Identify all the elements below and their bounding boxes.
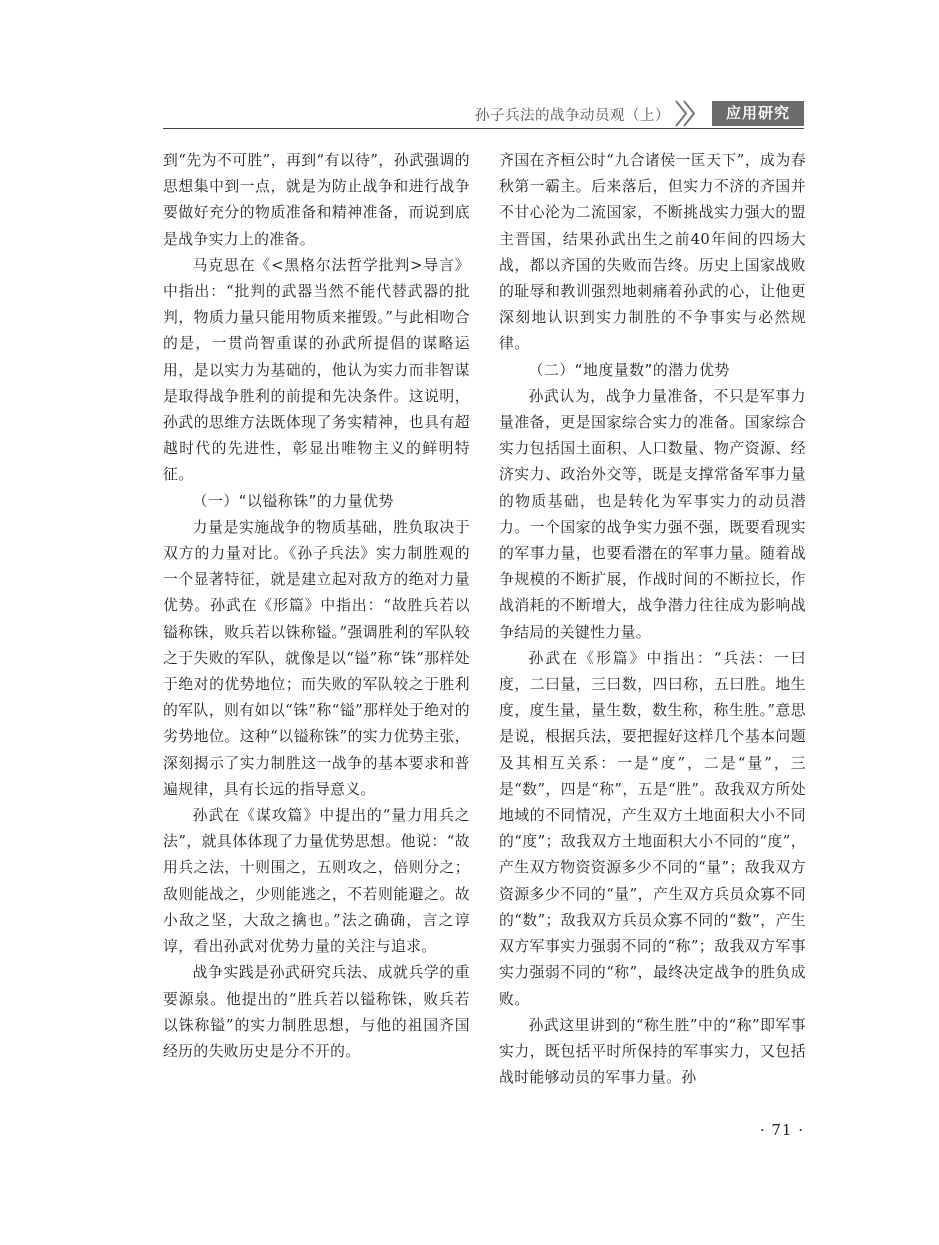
body-paragraph: 齐国在齐桓公时“九合诸侯一匡天下”，成为春秋第一霸主。后来落后，但实力不济的齐国并不甘心沦为二流国家，不断挑战实力强大的盟主晋国，结果孙武出生之前40年间的四场大战，都以齐国的失败而告终。历史上国家战败的耻辱和教训强烈地刺痛着孙武的心，让他更深刻地认识到实力制胜的不争事实与必然规律。 <box>499 152 806 353</box>
body-paragraph: 孙武这里讲到的“称生胜”中的“称”即军事实力，既包括平时所保持的军事实力，又包括战时能够动员的军事力量。孙 <box>499 1016 806 1087</box>
body-paragraph: 到“先为不可胜”，再到“有以待”，孙武强调的思想集中到一点，就是为防止战争和进行战争要做好充分的物质准备和精神准备，而说到底是战争实力上的准备。 <box>163 152 470 248</box>
section-label: 应用研究 <box>712 101 804 126</box>
body-paragraph: 孙武认为，战争力量准备，不只是军事力量准备，更是国家综合实力的准备。国家综合实力包括国土面积、人口数量、物产资源、经济实力、政治外交等，既是支撑常备军事力量的物质基础，也是转化为军事实力的动员潜力。一个国家的战争实力强不强，既要看现实的军事力量，也要看潜在的军事力量。随着战争规模的不断扩展，作战时间的不断拉长，作战消耗的不断增大，战争潜力往往成为影响战争结局的关键性力量。 <box>499 387 806 641</box>
section-subheading: （一）“以镒称铢”的力量优势 <box>192 492 394 510</box>
body-paragraph: 战争实践是孙武研究兵法、成就兵学的重要源泉。他提出的“胜兵若以镒称铢，败兵若以铢称镒”的实力制胜思想，与他的祖国齐国经历的失败历史是分不开的。 <box>163 964 470 1060</box>
chevron-right-icon <box>673 98 703 129</box>
body-paragraph: 孙武在《形篇》中指出：“兵法：一曰度，二曰量，三曰数，四曰称，五曰胜。地生度，度生量，量生数，数生称，称生胜。”意思是说，根据兵法，要把握好这样几个基本问题及其相互关系：一是“度”，二是“量”，三是“数”，四是“称”，五是“胜”。敌我双方所处地域的不同情况，产生双方土地面积大小不同的“度”；敌我双方土地面积大小不同的“度”，产生双方物资资源多少不同的“量”；敌我双方资源多少不同的“量”，产生双方兵员众寡不同的“数”；敌我双方兵员众寡不同的“数”，产生双方军事实力强弱不同的“称”；敌我双方军事实力强弱不同的“称”，最终决定战争的胜负成败。 <box>499 649 806 1008</box>
body-paragraph: 孙武在《谋攻篇》中提出的“量力用兵之法”，就具体体现了力量优势思想。他说：“故用兵之法，十则围之，五则攻之，倍则分之；敌则能战之，少则能逃之，不若则能避之。故小敌之坚，大敌之擒也。”法之确确，言之谆谆，看出孙武对优势力量的关注与追求。 <box>163 807 470 956</box>
body-paragraph: 力量是实施战争的物质基础，胜负取决于双方的力量对比。《孙子兵法》实力制胜观的一个显著特征，就是建立起对敌方的绝对力量优势。孙武在《形篇》中指出：“故胜兵若以镒称铢，败兵若以铢称镒。”强调胜利的军队较之于失败的军队，就像是以“镒”称“铢”那样处于绝对的优势地位；而失败的军队较之于胜利的军队，则有如以“铢”称“镒”那样处于绝对的劣势地位。这种“以镒称铢”的实力优势主张，深刻揭示了实力制胜这一战争的基本要求和普遍规律，具有长远的指导意义。 <box>163 518 470 798</box>
running-header <box>163 98 804 129</box>
page-number: · 71 · <box>759 1121 804 1139</box>
article-title: 孙子兵法的战争动员观（上） <box>475 108 670 124</box>
header-divider <box>163 128 804 129</box>
body-paragraph: 马克思在《<黑格尔法哲学批判>导言》中指出：“批判的武器当然不能代替武器的批判，物质力量只能用物质来摧毁。”与此相吻合的是，一贯尚智重谋的孙武所提倡的谋略运用，是以实力为基础的，他认为实力而非智谋是取得战争胜利的前提和先决条件。这说明，孙武的思维方法既体现了务实精神，也具有超越时代的先进性，彰显出唯物主义的鲜明特征。 <box>163 256 470 484</box>
section-subheading: （二）“地度量数”的潜力优势 <box>528 361 730 379</box>
left-column <box>163 148 470 1108</box>
right-column <box>499 148 806 1108</box>
